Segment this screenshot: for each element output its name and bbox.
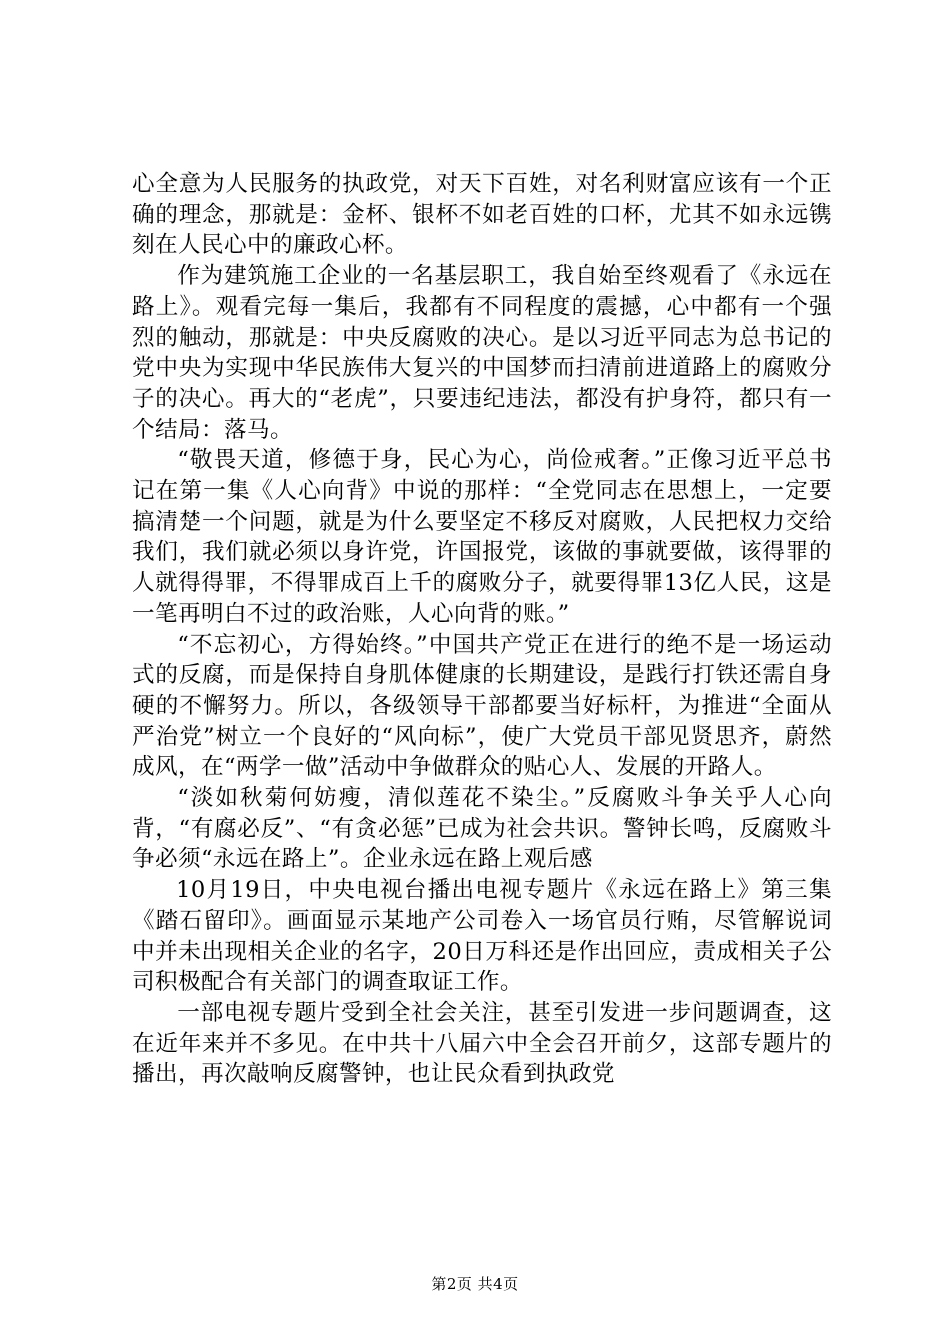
paragraph-continuation: 心全意为人民服务的执政党，对天下百姓，对名利财富应该有一个正确的理念，那就是：金杯、银杯不如老百姓的口杯，尤其不如永远镌刻在人民心中的廉政心杯。 bbox=[132, 171, 832, 259]
paragraph: 作为建筑施工企业的一名基层职工，我自始至终观看了《永远在路上》。观看完每一集后，我都有不同程度的震撼，心中都有一个强烈的触动，那就是：中央反腐败的决心。是以习近平同志为总书记的党中央为实现中华民族伟大复兴的中国梦而扫清前进道路上的腐败分子的决心。再大的“老虎”，只要违纪违法，都没有护身符，都只有一个结局：落马。 bbox=[132, 263, 832, 443]
paragraph: 10月19日，中央电视台播出电视专题片《永远在路上》第三集《踏石留印》。画面显示某地产公司卷入一场官员行贿，尽管解说词中并未出现相关企业的名字，20日万科还是作出回应，责成相关子公司积极配合有关部门的调查取证工作。 bbox=[132, 877, 832, 996]
page-number-footer: 第2页 共4页 bbox=[431, 1275, 519, 1293]
paragraph: “敬畏天道，修德于身，民心为心，尚俭戒奢。”正像习近平总书记在第一集《人心向背》中说的那样：“全党同志在思想上，一定要搞清楚一个问题，就是为什么要坚定不移反对腐败，人民把权力交给我们，我们就必须以身许党，许国报党，该做的事就要做，该得罪的人就得得罪，不得罪成百上千的腐败分子，就要得罪13亿人民，这是一笔再明白不过的政治账，人心向背的账。” bbox=[132, 447, 832, 627]
paragraph: “不忘初心，方得始终。”中国共产党正在进行的绝不是一场运动式的反腐，而是保持自身肌体健康的长期建设，是践行打铁还需自身硬的不懈努力。所以，各级领导干部都要当好标杆，为推进“全面从严治党”树立一个良好的“风向标”，使广大党员干部见贤思齐，蔚然成风，在“两学一做”活动中争做群众的贴心人、发展的开路人。 bbox=[132, 631, 832, 781]
paragraph: “淡如秋菊何妨瘦，清似莲花不染尘。”反腐败斗争关乎人心向背，“有腐必反”、“有贪必惩”已成为社会共识。警钟长鸣，反腐败斗争必须“永远在路上”。企业永远在路上观后感 bbox=[132, 785, 832, 873]
paragraph: 一部电视专题片受到全社会关注，甚至引发进一步问题调查，这在近年来并不多见。在中共十八届六中全会召开前夕，这部专题片的播出，再次敲响反腐警钟，也让民众看到执政党 bbox=[132, 999, 832, 1088]
document-body bbox=[132, 169, 832, 1090]
